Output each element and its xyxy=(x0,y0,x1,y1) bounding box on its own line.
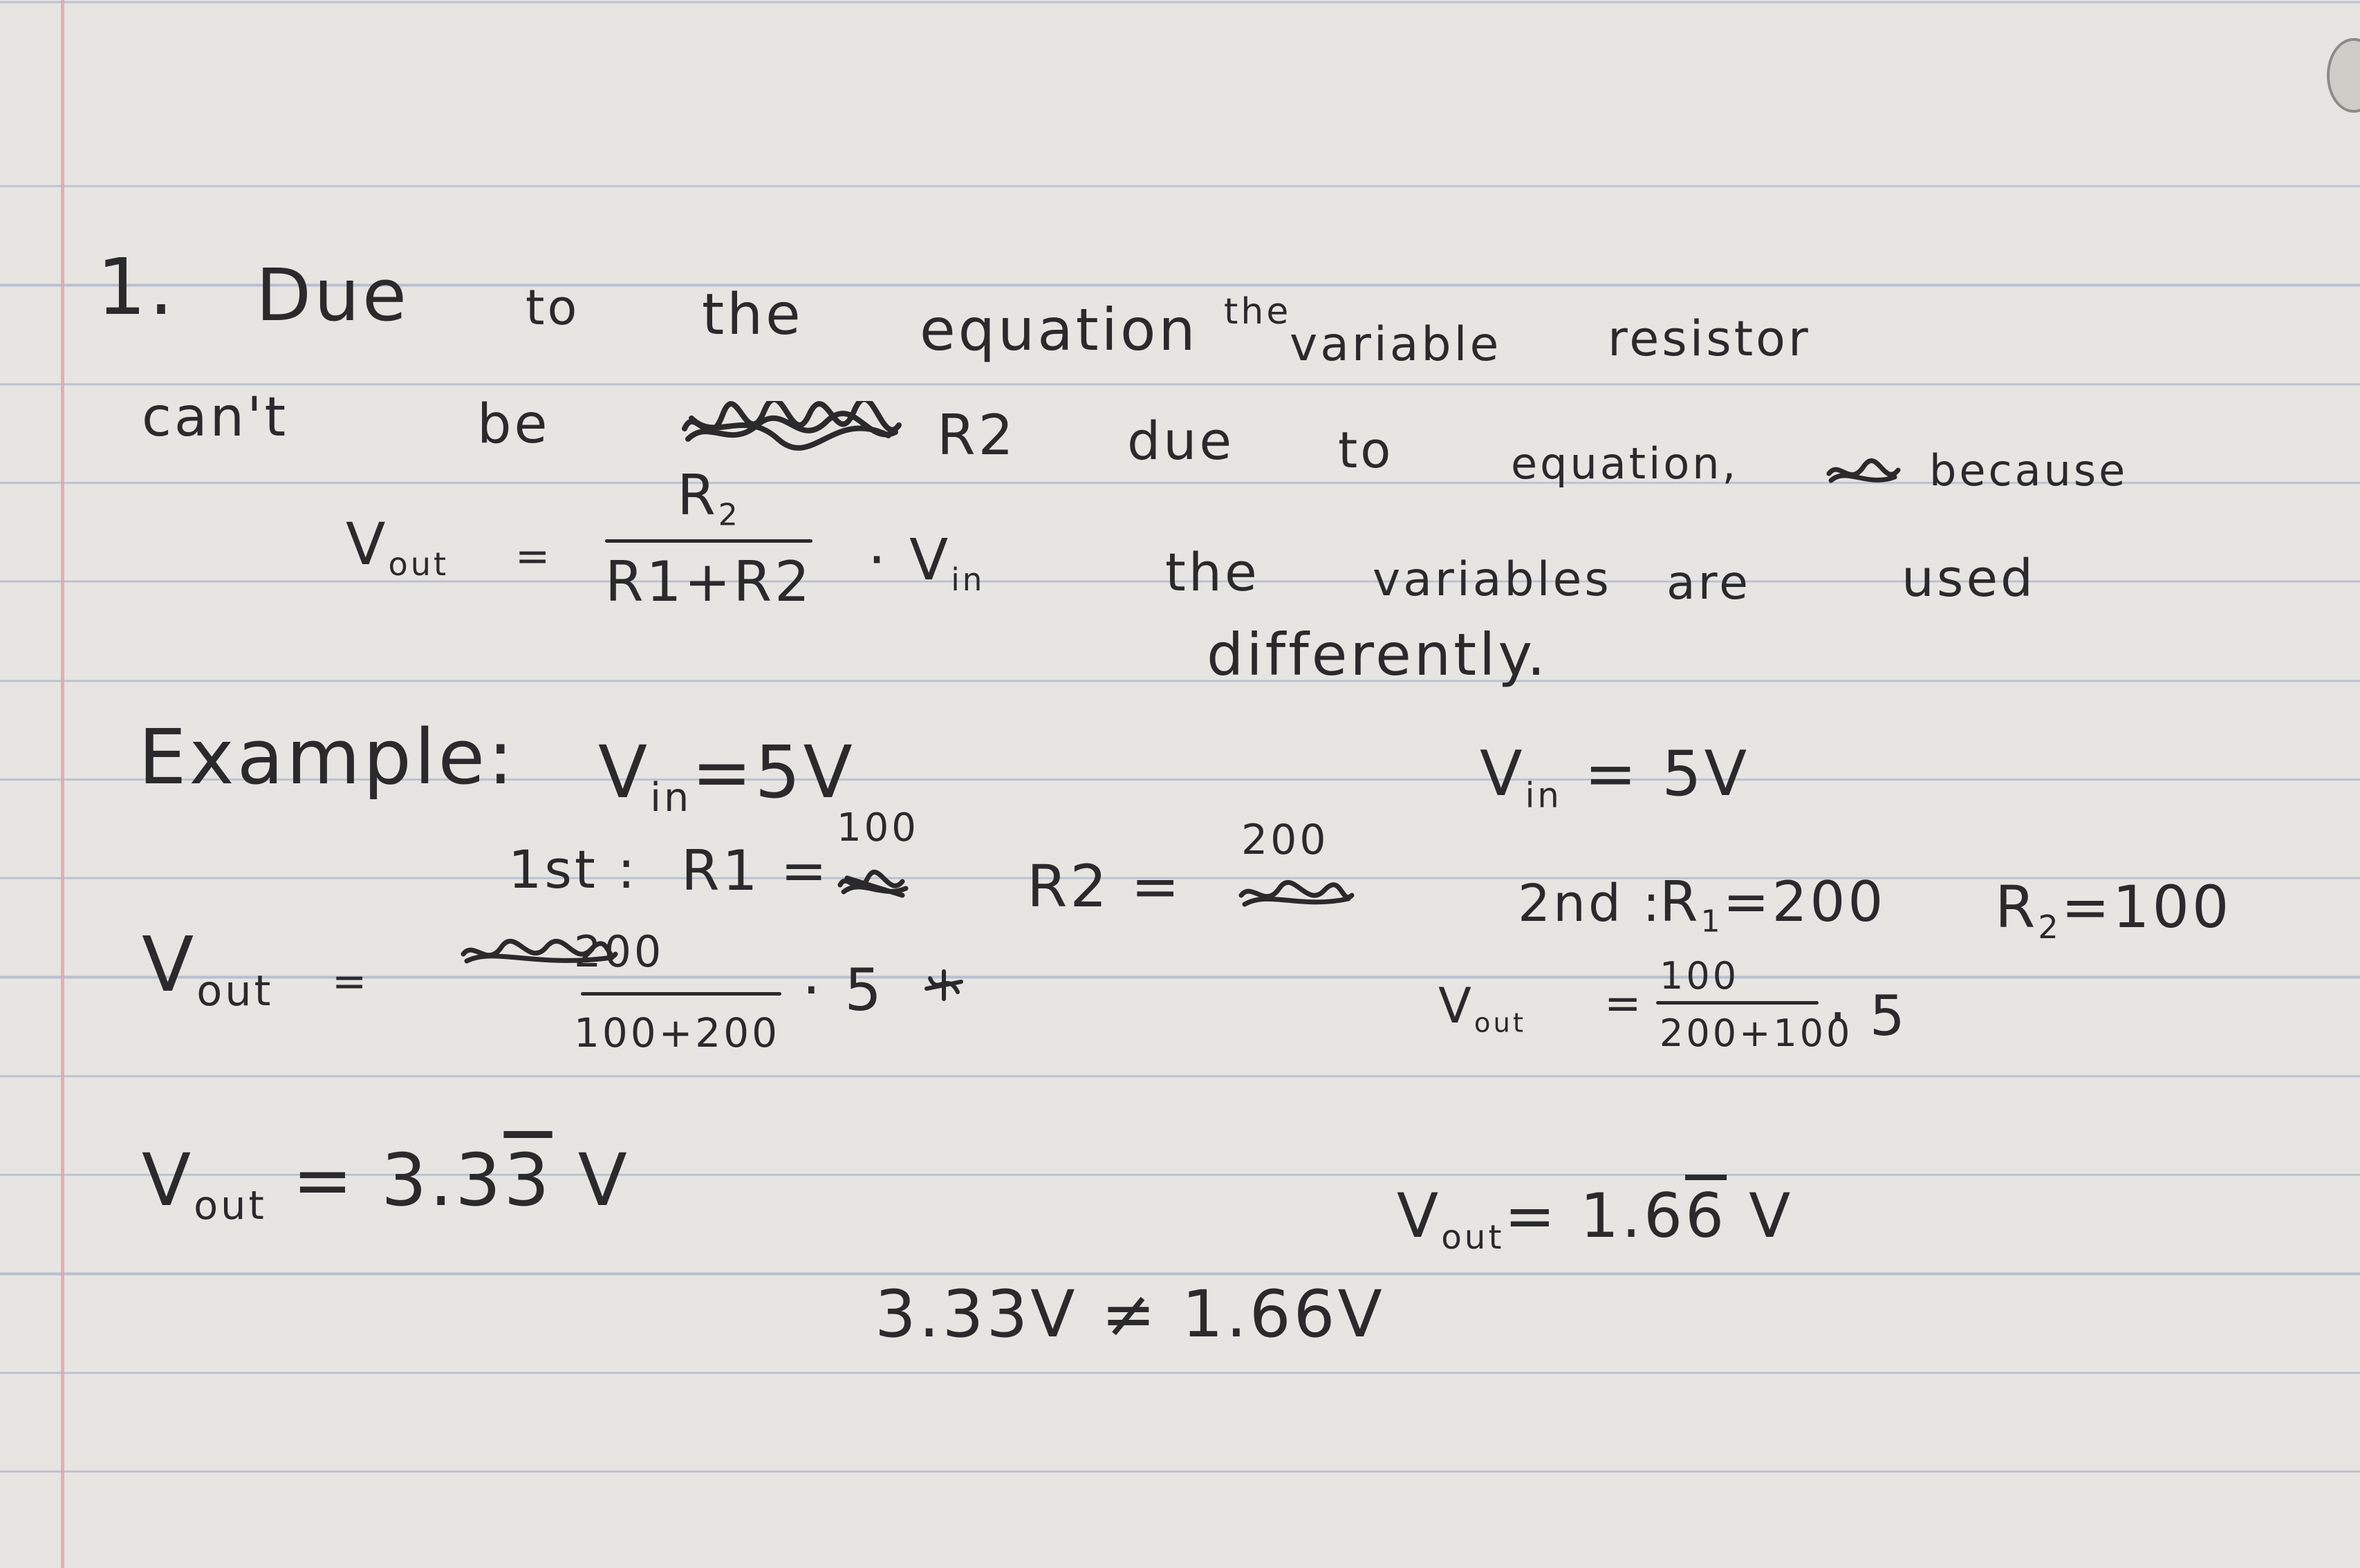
word-cant: can't xyxy=(142,386,289,449)
fraction-bar xyxy=(605,539,812,543)
left-vout-numerator: 200 xyxy=(574,926,665,977)
right-order: 2nd : xyxy=(1518,874,1663,933)
word-to: to xyxy=(526,279,580,336)
right-r1: $R_1=200$ xyxy=(1660,870,1886,940)
left-vout-label: $V_{out}$ xyxy=(142,920,274,1016)
right-multiplier: · 5 xyxy=(1829,984,1908,1048)
word-the: the xyxy=(702,282,803,348)
left-r2-label: R2 = xyxy=(1027,852,1182,920)
left-r1-value: 100 xyxy=(837,805,919,850)
formula-equals: = xyxy=(515,532,553,581)
word-equation: equation xyxy=(920,296,1198,364)
word-used: used xyxy=(1902,549,2036,608)
word-variables: variables xyxy=(1373,552,1612,607)
formula-vout: $V_{out}$ xyxy=(346,510,449,584)
left-vout-fraction xyxy=(574,926,664,977)
word-the-small: the xyxy=(1224,291,1292,333)
left-vin: $V_{in}=5V$ xyxy=(598,730,855,821)
formula-numerator: $R_2$ xyxy=(677,463,741,533)
left-r2-value: 200 xyxy=(1241,816,1329,864)
scribble-r2-old xyxy=(1238,878,1355,913)
left-fraction-bar xyxy=(581,992,781,996)
right-vout-label: $V_{out}$ xyxy=(1438,978,1526,1039)
left-result: $V_{out} = 3.33$ V xyxy=(142,1138,630,1229)
left-multiplier: · 5 xyxy=(802,956,884,1024)
problem-number: 1. xyxy=(97,243,176,333)
right-fraction-bar xyxy=(1656,1001,1819,1005)
right-vout-numerator: 100 xyxy=(1660,954,1740,998)
word-due-2: due xyxy=(1127,410,1235,472)
word-r2: R2 xyxy=(937,403,1016,467)
word-the-3: the xyxy=(1165,541,1260,603)
scribble-crossout-2 xyxy=(1825,456,1902,491)
left-r1-label: R1 = xyxy=(681,839,830,903)
word-differently: differently. xyxy=(1207,621,1548,689)
word-resistor: resistor xyxy=(1608,310,1811,367)
left-order: 1st : xyxy=(508,839,638,900)
conclusion: 3.33V ≠ 1.66V xyxy=(875,1277,1385,1352)
scribble-multiplier-old xyxy=(923,968,965,1002)
right-vin: $V_{in} = 5V$ xyxy=(1480,738,1750,816)
word-are: are xyxy=(1666,556,1751,610)
formula-fraction xyxy=(605,463,812,614)
formula-dot-vin: · $V_{in}$ xyxy=(868,528,985,598)
scribble-crossout xyxy=(681,401,902,456)
word-due: Due xyxy=(256,253,409,337)
left-vout-denominator: 100+200 xyxy=(574,1009,781,1056)
word-variable: variable xyxy=(1290,317,1502,372)
word-because: because xyxy=(1929,445,2128,496)
example-label: Example: xyxy=(138,713,517,801)
left-vout-eq: = xyxy=(332,958,370,1006)
right-vout-eq: = xyxy=(1604,978,1644,1029)
right-r2: $R_2=100$ xyxy=(1995,873,2232,946)
word-equation-2: equation, xyxy=(1511,438,1739,489)
binder-hole xyxy=(2327,38,2360,113)
margin-line xyxy=(61,0,64,1568)
word-be: be xyxy=(477,393,550,456)
word-to-2: to xyxy=(1338,421,1394,479)
scribble-r1-old xyxy=(837,868,913,902)
right-result: $V_{out}= 1.66$ V xyxy=(1397,1180,1794,1257)
formula-denominator: R1+R2 xyxy=(605,550,812,615)
right-vout-denominator: 200+100 xyxy=(1660,1011,1853,1055)
